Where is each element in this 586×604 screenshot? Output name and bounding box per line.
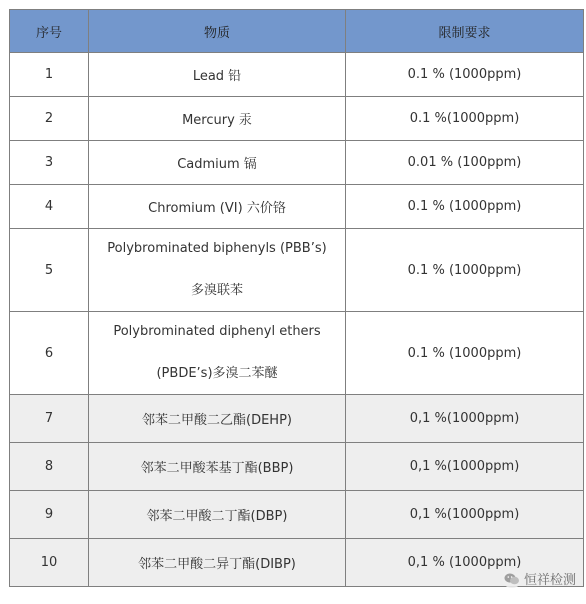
substance-name: Chromium (VI) 六价铬 bbox=[148, 201, 286, 216]
substance-name: Mercury 汞 bbox=[182, 113, 252, 128]
substance-name: Lead 铅 bbox=[192, 69, 242, 84]
table-row bbox=[10, 53, 584, 97]
table-row bbox=[10, 312, 584, 395]
header-serial-number: 序号 bbox=[10, 10, 89, 53]
limit-cell: 0.1 % (1000ppm) bbox=[346, 53, 584, 97]
limit-cell: 0,1 %(1000ppm) bbox=[346, 443, 584, 491]
substance-name: 邻苯二甲酸二异丁酯(DIBP) bbox=[138, 557, 296, 572]
substance-cell bbox=[89, 491, 346, 539]
substance-cell bbox=[89, 141, 346, 185]
row-number: 8 bbox=[10, 443, 89, 491]
row-number: 7 bbox=[10, 395, 89, 443]
restricted-substances-table bbox=[9, 9, 584, 587]
table-row bbox=[10, 185, 584, 229]
substance-cell bbox=[89, 539, 346, 587]
table-header-row bbox=[10, 10, 584, 53]
table-row bbox=[10, 539, 584, 587]
substance-cell bbox=[89, 312, 346, 395]
substance-cell bbox=[89, 53, 346, 97]
limit-cell: 0.1 %(1000ppm) bbox=[346, 97, 584, 141]
substance-name: 邻苯二甲酸二丁酯(DBP) bbox=[146, 509, 288, 524]
table-row bbox=[10, 443, 584, 491]
table-row bbox=[10, 229, 584, 312]
row-number: 2 bbox=[10, 97, 89, 141]
substance-cell bbox=[89, 97, 346, 141]
watermark-text: 恒祥检测 bbox=[523, 573, 576, 588]
substance-cell bbox=[89, 185, 346, 229]
limit-cell: 0,1 %(1000ppm) bbox=[346, 395, 584, 443]
row-number: 6 bbox=[10, 312, 89, 395]
header-limit-requirement: 限制要求 bbox=[346, 10, 584, 53]
table-row bbox=[10, 97, 584, 141]
limit-cell: 0.1 % (1000ppm) bbox=[346, 185, 584, 229]
substance-cell bbox=[89, 443, 346, 491]
substance-name: Polybrominated diphenyl ethers bbox=[113, 324, 321, 339]
substance-name: Cadmium 镉 bbox=[177, 157, 257, 172]
substance-name-chinese: 多溴联苯 bbox=[190, 283, 243, 298]
table-row bbox=[10, 141, 584, 185]
substance-cell bbox=[89, 229, 346, 312]
limit-cell: 0,1 %(1000ppm) bbox=[346, 491, 584, 539]
wechat-logo-icon bbox=[502, 570, 522, 588]
header-substance: 物质 bbox=[89, 10, 346, 53]
limit-cell: 0.1 % (1000ppm) bbox=[346, 312, 584, 395]
substance-name: 邻苯二甲酸苯基丁酯(BBP) bbox=[140, 461, 294, 476]
row-number: 9 bbox=[10, 491, 89, 539]
substance-name-chinese: (PBDE’s)多溴二苯醚 bbox=[156, 366, 278, 381]
row-number: 4 bbox=[10, 185, 89, 229]
row-number: 10 bbox=[10, 539, 89, 587]
limit-cell: 0.01 % (100ppm) bbox=[346, 141, 584, 185]
table-row bbox=[10, 491, 584, 539]
limit-cell: 0.1 % (1000ppm) bbox=[346, 229, 584, 312]
substance-name: 邻苯二甲酸二乙酯(DEHP) bbox=[142, 413, 292, 428]
watermark bbox=[502, 569, 576, 588]
substance-name: Polybrominated biphenyls (PBB’s) bbox=[107, 241, 327, 256]
table-row bbox=[10, 395, 584, 443]
row-number: 1 bbox=[10, 53, 89, 97]
substance-cell bbox=[89, 395, 346, 443]
limit-cell: 0,1 % (1000ppm) bbox=[346, 539, 584, 587]
row-number: 5 bbox=[10, 229, 89, 312]
row-number: 3 bbox=[10, 141, 89, 185]
